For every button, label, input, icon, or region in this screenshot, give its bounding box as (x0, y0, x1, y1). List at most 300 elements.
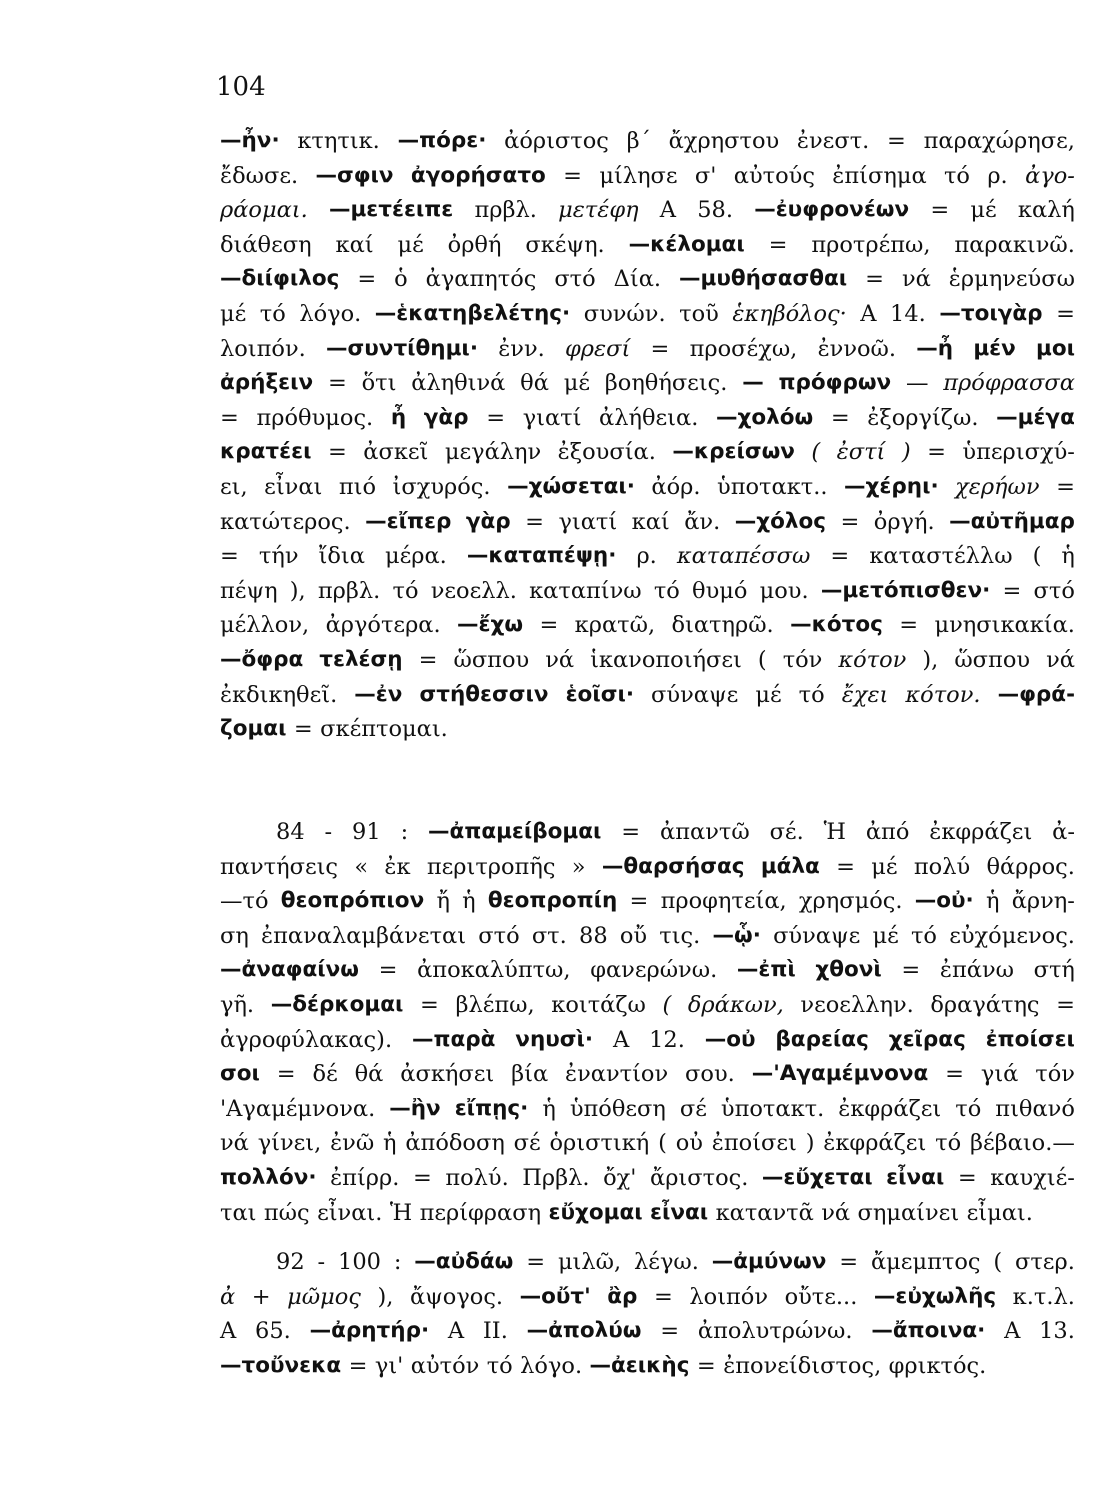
lemma-word: —θαρσήσας (601, 853, 745, 879)
word: ἑρμηνεύσω (948, 266, 1075, 293)
word: ἀπολυτρώνω. (697, 1318, 853, 1345)
lemma-word: —ἀπαμείβομαι (428, 819, 602, 844)
text-line (220, 332, 1075, 367)
lemma-word: —εὐχωλῆς (873, 1283, 997, 1309)
lemma-word: —χώσεται· (507, 473, 635, 499)
paragraph-2 (220, 815, 1075, 1230)
word: μέ (872, 922, 899, 949)
word: μου. (759, 577, 809, 604)
lemma-word: μάλα (760, 853, 820, 879)
word: = (327, 370, 347, 397)
word: τό (392, 577, 419, 604)
word: ἄψογος. (409, 1283, 504, 1310)
text-line (220, 470, 1075, 505)
word: μίλησε (599, 162, 678, 189)
word: ἡ (462, 888, 476, 915)
word: 100 (338, 1249, 381, 1275)
text-line (220, 124, 1075, 159)
lemma-word: —ἔχω (457, 612, 524, 638)
word: βία (511, 1061, 549, 1088)
word: = (839, 1249, 859, 1275)
word: ση (220, 922, 249, 949)
lemma-word: εἶναι (886, 1164, 945, 1190)
word: ἀργότερα. (325, 612, 441, 639)
word: θυμό (692, 577, 748, 604)
lemma-word: θεοπρόπιον (280, 888, 425, 914)
word: πολύ. (445, 1164, 509, 1191)
word: σ' (694, 162, 717, 189)
word: Α (447, 1318, 465, 1345)
word: ἐναντίον (565, 1061, 669, 1088)
word: = (563, 162, 583, 189)
lemma-word: —'Αγαμέμνονα (751, 1061, 929, 1087)
word: ράομαι. (220, 197, 308, 224)
word: —τό (220, 888, 269, 915)
word: φρεσί (565, 335, 631, 362)
word: καταπέσσω (676, 543, 811, 570)
word: θά (354, 1061, 384, 1088)
lemma-word: μέν (973, 335, 1016, 361)
word: ὥσπου (453, 646, 530, 673)
word: μέ (871, 853, 898, 880)
lemma-word: ἂρ (607, 1283, 638, 1309)
word: = (293, 716, 313, 743)
word: σύναψε (651, 681, 739, 708)
text-line (220, 366, 1075, 401)
lemma-word: —ἀναφαίνω (220, 957, 359, 983)
word: πρόφρασσα (943, 370, 1075, 397)
text-line (220, 228, 1075, 263)
word: ἐξοργίζω. (867, 404, 979, 431)
text-line (220, 1196, 1075, 1231)
lemma-word: θεοπροπίη (487, 888, 618, 914)
word: φανερώνω. (590, 957, 718, 984)
word: σου. (685, 1061, 735, 1088)
lemma-word: —φρά- (997, 681, 1075, 707)
word: σημαίνει (857, 1199, 960, 1226)
word: θά (520, 370, 549, 397)
word: = (1002, 577, 1022, 604)
word: παραχώρησε, (923, 128, 1075, 154)
text-line (220, 1057, 1075, 1092)
word: ἀποκαλύπτω, (417, 957, 571, 984)
word: = (945, 1061, 965, 1088)
word: δέ (312, 1061, 338, 1088)
word: χερήων (955, 473, 1040, 500)
word: β΄ (626, 128, 651, 154)
word: ἐπίσημα (832, 162, 927, 189)
word: πώς (263, 1199, 310, 1226)
word: μῶμος (287, 1283, 361, 1310)
page-number: 104 (216, 72, 266, 102)
word: ἔδωσε. (220, 162, 299, 189)
word: λοιπόν (689, 1283, 769, 1310)
lemma-word: πολλόν· (220, 1164, 317, 1190)
word: = (927, 439, 946, 466)
word: 58. (697, 197, 734, 224)
word: στό (1033, 577, 1075, 604)
word: Α (612, 1026, 630, 1053)
word: ὁριστική (549, 1130, 650, 1157)
lemma-word: —αὐτῆμαρ (949, 508, 1075, 534)
lemma-word: χεῖρας (888, 1026, 966, 1052)
word: οὐ (675, 1130, 703, 1157)
lemma-word: ἀγορήσατο (410, 162, 546, 188)
word: τό (955, 1095, 982, 1122)
lemma-word: —αὐδάω (414, 1249, 514, 1274)
text-line (220, 1314, 1075, 1349)
word: μέ (220, 300, 247, 327)
word: πολύ (913, 853, 971, 880)
word: = (419, 991, 439, 1018)
word: φρικτός. (888, 1352, 987, 1379)
word: πιό (338, 473, 377, 500)
word: τις. (659, 922, 701, 949)
lemma-word: χθονὶ (815, 957, 882, 983)
word: νά (901, 266, 931, 293)
word: 88 (579, 922, 608, 949)
word: κ.τ.λ. (1012, 1283, 1075, 1310)
word: ἄμεμπτος (870, 1249, 981, 1275)
lemma-word: —πόρε· (397, 128, 487, 153)
word: σκέψη. (525, 231, 605, 258)
word: = (357, 266, 377, 293)
word: τό (935, 1130, 962, 1157)
word: = (539, 612, 559, 639)
word: ἄριστος. (650, 1164, 749, 1191)
word: ται (220, 1199, 257, 1226)
lemma-word: γὰρ (423, 404, 469, 430)
word: προφητεία, (660, 888, 787, 915)
word: καταπίνω (529, 577, 642, 604)
word: 'Αγαμέμνονα. (220, 1095, 376, 1122)
word: ἐξουσία. (557, 439, 656, 466)
word: καί (631, 508, 670, 535)
word: ει, (220, 473, 248, 500)
word: πρόθυμος. (256, 404, 374, 431)
word: τόν (782, 646, 823, 673)
word: ἡ (1061, 543, 1075, 570)
word: ἰσχυρός. (392, 473, 491, 500)
word: μιλῶ, (557, 1249, 622, 1275)
word: στό (554, 266, 596, 293)
word: 13. (1039, 1318, 1075, 1345)
lemma-word: — (742, 370, 764, 396)
word: βοηθήσεις. (604, 370, 728, 397)
text-line (220, 678, 1075, 713)
text-line (220, 919, 1075, 954)
paragraph-3 (220, 1245, 1075, 1383)
word: μέλλον, (220, 612, 310, 639)
word: = (887, 128, 906, 154)
word: τό (943, 162, 970, 189)
text-line (220, 159, 1075, 194)
word: = (1056, 473, 1075, 500)
word: = (836, 853, 855, 880)
lemma-word: —διίφιλος (220, 266, 340, 292)
word: ὀργή. (873, 508, 935, 535)
word: νεοελλ. (430, 577, 517, 604)
word: = (327, 439, 347, 466)
word: ὄχ' (603, 1164, 637, 1191)
lemma-word: κρατέει (220, 439, 312, 465)
word: ἐποίσει (711, 1130, 797, 1157)
word: ἤ (436, 888, 450, 915)
text-line (220, 401, 1075, 436)
word: μέ (970, 197, 997, 224)
word: στερ. (1015, 1249, 1075, 1275)
word: κοιτάζω (551, 991, 646, 1018)
lemma-word: —ἦ (916, 335, 954, 361)
word: σέ. (769, 819, 804, 845)
word: αὐτόν (410, 1352, 480, 1379)
word: περιτροπῆς (426, 853, 556, 880)
lemma-word: —ἄποινα· (871, 1318, 986, 1344)
text-line (220, 1245, 1075, 1280)
word: ( (662, 991, 672, 1018)
word: βέβαιο.— (969, 1130, 1075, 1157)
word: Α (659, 197, 677, 224)
word: ἀ (220, 1283, 236, 1310)
word: κατώτερος. (220, 508, 351, 535)
lemma-word: —ᾧ· (712, 922, 761, 948)
lemma-word: —κέλομαι (628, 231, 745, 257)
word: = (840, 508, 860, 535)
word: σκέπτομαι. (320, 716, 448, 743)
word: ἡ (383, 1130, 397, 1157)
word: ὑποτακτ.. (717, 473, 828, 500)
lemma-word: —μετόπισθεν· (820, 577, 991, 603)
word: 84 (276, 819, 305, 845)
text-line (220, 1126, 1075, 1161)
text-line (220, 435, 1075, 470)
word: καλή (1017, 197, 1075, 224)
word: ), (922, 646, 939, 673)
word: = (629, 888, 649, 915)
word: δράκων, (687, 991, 784, 1018)
word: λόγο. (520, 1352, 583, 1379)
word: τόν (1035, 1061, 1075, 1088)
word: λόγο. (299, 300, 362, 327)
word: ) (805, 1130, 815, 1157)
word: ἐπαναλαμβάνεται (261, 922, 467, 949)
word: ἀσκεῖ (363, 439, 429, 466)
word: ( (1032, 543, 1042, 570)
word: οὔ (619, 922, 648, 949)
word: ἀπαντῶ (660, 819, 750, 845)
word: = (1056, 300, 1075, 327)
word: παρακινῶ. (954, 231, 1075, 258)
text-line (220, 1092, 1075, 1127)
word: τό (259, 300, 286, 327)
word: ὀρθή (447, 231, 502, 258)
word: ἐννοῶ. (817, 335, 897, 362)
word: ), (289, 577, 306, 604)
word: = (830, 404, 850, 431)
word: τό (653, 577, 680, 604)
lemma-word: —μυθήσασθαι (679, 266, 848, 292)
word: Ἡ (823, 819, 846, 845)
lemma-word: —ἢν (389, 1095, 441, 1121)
word: = (830, 543, 850, 570)
word: στή (1033, 957, 1075, 984)
word: ( (811, 439, 821, 466)
word: : (393, 1249, 402, 1275)
word: ρ. (636, 543, 657, 570)
word: ἡ (985, 888, 1000, 915)
text-line (220, 815, 1075, 850)
word: καταστέλλω (869, 543, 1013, 570)
word: = (220, 404, 239, 431)
word: ὑπόθεση (569, 1095, 666, 1122)
word: μέ (397, 231, 424, 258)
word: ) (901, 439, 911, 466)
word: = (348, 1352, 368, 1379)
word: τήν (258, 543, 299, 570)
lemma-word: —κρείσων (672, 439, 795, 465)
word: δραγάτης (930, 991, 1040, 1018)
word: ἐνν. (498, 335, 545, 362)
word: καταντᾶ (715, 1199, 814, 1226)
word: μεγάλην (444, 439, 542, 466)
word: γιατί (522, 404, 582, 431)
word: ρ. (987, 162, 1008, 189)
lemma-word: —οὔτ' (519, 1283, 591, 1309)
word: συνών. (583, 300, 666, 327)
word: γιά (980, 1061, 1019, 1088)
text-line (220, 850, 1075, 885)
text-line (220, 988, 1075, 1023)
paragraph-1 (220, 124, 1075, 747)
word: Α (860, 300, 877, 327)
word: γῆ. (220, 991, 255, 1018)
word: + (251, 1283, 271, 1310)
word: ἄρνη- (1011, 888, 1075, 915)
lemma-word: —ἑκατηβελέτης· (374, 300, 571, 326)
lemma-word: —παρὰ (411, 1026, 496, 1052)
lemma-word: ἀρήξειν (220, 370, 314, 396)
lemma-word: γὰρ (465, 508, 511, 534)
text-line (220, 297, 1075, 332)
lemma-word: —τοὔνεκα (220, 1352, 342, 1378)
text-line (220, 643, 1075, 678)
word: τό (798, 681, 825, 708)
word: ἀπόδοση (405, 1130, 505, 1157)
lemma-word: ἦ (390, 404, 407, 430)
word: εἶναι (264, 473, 323, 500)
word: μέρα. (384, 543, 447, 570)
word: ἐπίρρ. (330, 1164, 400, 1191)
word: νά (220, 1130, 249, 1157)
word: = (526, 1249, 546, 1275)
lemma-word: ἐποίσει (985, 1026, 1075, 1052)
lemma-word: ἑοῖσι· (565, 681, 634, 707)
word: » (571, 853, 586, 880)
word: ἴδια (318, 543, 365, 570)
word: ἐκφράζει (929, 819, 1033, 845)
word: ἐκ (384, 853, 411, 880)
word: τοῦ (679, 300, 719, 327)
lemma-word: —ἀεικὴς (589, 1352, 690, 1378)
word: Πρβλ. (522, 1164, 590, 1191)
word: λέγω. (634, 1249, 699, 1275)
lemma-word: —σφιν (315, 162, 394, 188)
word: - (324, 819, 333, 845)
lemma-word: σοι (220, 1061, 260, 1087)
word: 14. (890, 300, 926, 327)
word: = (378, 957, 398, 984)
word: ὅτι (361, 370, 397, 397)
lemma-word: —μέγα (996, 404, 1075, 430)
word: ὥσπου (954, 646, 1031, 673)
word: νά (545, 646, 575, 673)
lemma-word: —ἀμύνων (711, 1249, 827, 1274)
word: μετέφη (558, 197, 639, 224)
word: = (276, 1061, 296, 1088)
word: : (400, 819, 409, 845)
word: περίφραση (419, 1199, 542, 1226)
word: = (525, 508, 544, 535)
text-line (220, 1280, 1075, 1315)
word: οὔτε... (784, 1283, 858, 1310)
lemma-word: —χόλος (734, 508, 826, 534)
word: πρβλ. (317, 577, 381, 604)
word: — (905, 370, 929, 397)
word: - (317, 1249, 326, 1275)
word: τό (486, 1352, 513, 1379)
word: ( (993, 1249, 1003, 1275)
text-line (220, 1161, 1075, 1196)
lemma-word: εἶναι (650, 1199, 709, 1225)
lemma-word: εἴπῃς· (454, 1095, 529, 1121)
word: = (660, 1318, 680, 1345)
word: ἀγαπητός (425, 266, 537, 293)
word: 65. (255, 1318, 291, 1345)
word: γι' (374, 1352, 404, 1379)
word: = (220, 543, 239, 570)
word: βλέπω, (455, 991, 535, 1018)
word: ἐστί (836, 439, 886, 466)
word: Α (220, 1318, 237, 1345)
word: στ. (531, 922, 567, 949)
lemma-word: —εὔχεται (761, 1164, 873, 1190)
word: ἐπάνω (939, 957, 1014, 984)
text-line (220, 193, 1075, 228)
lemma-word: —μετέειπε (328, 197, 454, 223)
word: ), (377, 1283, 394, 1310)
lemma-word: —κότος (790, 612, 883, 638)
word: μέ (563, 370, 590, 397)
word: εὐχόμενος. (949, 922, 1075, 949)
text-line (220, 574, 1075, 609)
word: κρατῶ, (574, 612, 656, 639)
text-line (220, 1349, 1075, 1384)
word: ἄχρηστου (668, 128, 780, 154)
word: σέ (679, 1095, 707, 1122)
text-line (220, 539, 1075, 574)
word: πιθανό (995, 1095, 1075, 1122)
lemma-word: —συντίθημι· (326, 335, 478, 361)
word: = (957, 1164, 977, 1191)
word: καυχιέ- (990, 1164, 1075, 1191)
word: 91 (352, 819, 381, 845)
word: ὁ (394, 266, 408, 293)
word: ( (757, 646, 767, 673)
lemma-word: —ἐν (354, 681, 403, 707)
lemma-word: —ὄφρα (220, 646, 304, 672)
word: ἐνῶ (330, 1130, 375, 1157)
word: = (865, 266, 884, 293)
